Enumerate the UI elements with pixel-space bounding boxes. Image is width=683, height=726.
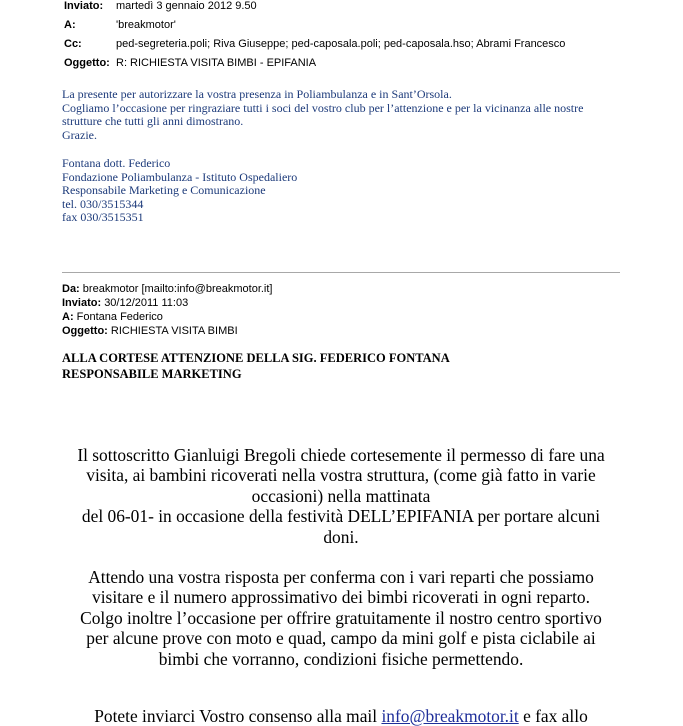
sent-value: martedì 3 gennaio 2012 9.50 [116,0,257,12]
to-label: A: [64,19,76,31]
original-header [62,282,272,338]
subject-value: RICHIESTA VISITA BIMBI [110,325,238,337]
signature [62,157,622,225]
original-subject-row [62,324,272,338]
subject-label: Oggetto: [62,325,108,337]
original-from-row [62,282,272,296]
request-line: Colgo inoltre l’occasione per offrire gratuitamente il nostro centro sportivo [80,607,602,628]
subject-value: R: RICHIESTA VISITA BIMBI - EPIFANIA [116,57,317,69]
request-line [46,706,636,726]
reply-body-line: Grazie. [62,127,97,142]
subject-label: Oggetto: [64,57,110,69]
sent-value: 30/12/2011 11:03 [104,297,189,309]
request-line: bimbi che vorranno, condizioni fisiche permettendo. [158,648,524,669]
sent-label: Inviato: [62,297,102,309]
reply-body-line: Cogliamo l’occasione per ringraziare tutti i soci del vostro club per l’attenzione e per la vicinanza alle nostre [62,100,584,115]
to-value: Fontana Federico [76,311,163,323]
original-to-row [62,310,272,324]
attention-line: RESPONSABILE MARKETING [62,366,242,381]
signature-fax: fax 030/3515351 [62,210,144,225]
reply-body-line: La presente per autorizzare la vostra presenza in Poliambulanza e in Sant’Orsola. [62,87,452,101]
request-paragraph-2 [46,567,636,669]
request-line: del 06-01- in occasione della festività DELL’EPIFANIA per portare alcuni [81,506,601,527]
signature-role: Responsabile Marketing e Comunicazione [62,183,266,198]
from-value: breakmotor [mailto:info@breakmotor.it] [82,283,273,295]
request-line: visita, ai bambini ricoverati nella vostra struttura, (come già fatto in varie [86,465,596,486]
request-line: visitare e il numero approssimativo dei bimbi ricoverati in ogni reparto. [92,587,590,608]
cc-value: ped-segreteria.poli; Riva Giuseppe; ped-caposala.poli; ped-caposala.hso; Abrami Francesco [116,38,566,50]
request-line: Il sottoscritto Gianluigi Bregoli chiede cortesemente il permesso di fare una [77,445,605,465]
cc-label: Cc: [64,38,82,50]
email-link[interactable]: info@breakmotor.it [381,706,519,726]
original-sent-row [62,296,272,310]
to-value: 'breakmotor' [116,19,176,31]
sent-label: Inviato: [64,0,104,12]
contact-prefix: Potete inviarci Vostro consenso alla mail [94,706,378,726]
separator-rule [62,272,620,273]
reply-body-line: strutture che tutti gli anni dimostrano. [62,114,244,129]
contact-suffix: e fax allo [523,706,588,726]
from-label: Da: [62,283,80,295]
request-line: doni. [323,526,359,547]
attention-line: ALLA CORTESE ATTENZIONE DELLA SIG. FEDERICO FONTANA [62,351,450,365]
request-line: per alcune prove con moto e quad, campo da mini golf e pista ciclabile ai [86,628,596,649]
attention-heading [62,351,450,382]
reply-body [62,88,622,142]
request-paragraph-1 [46,445,636,547]
signature-tel: tel. 030/3515344 [62,196,144,211]
request-line: Attendo una vostra risposta per conferma con i vari reparti che possiamo [88,567,594,587]
request-line: occasioni) nella mattinata [251,485,431,506]
request-paragraph-3 [46,706,636,726]
to-label: A: [62,311,74,323]
signature-org: Fondazione Poliambulanza - Istituto Ospedaliero [62,169,298,184]
signature-name: Fontana dott. Federico [62,156,171,170]
